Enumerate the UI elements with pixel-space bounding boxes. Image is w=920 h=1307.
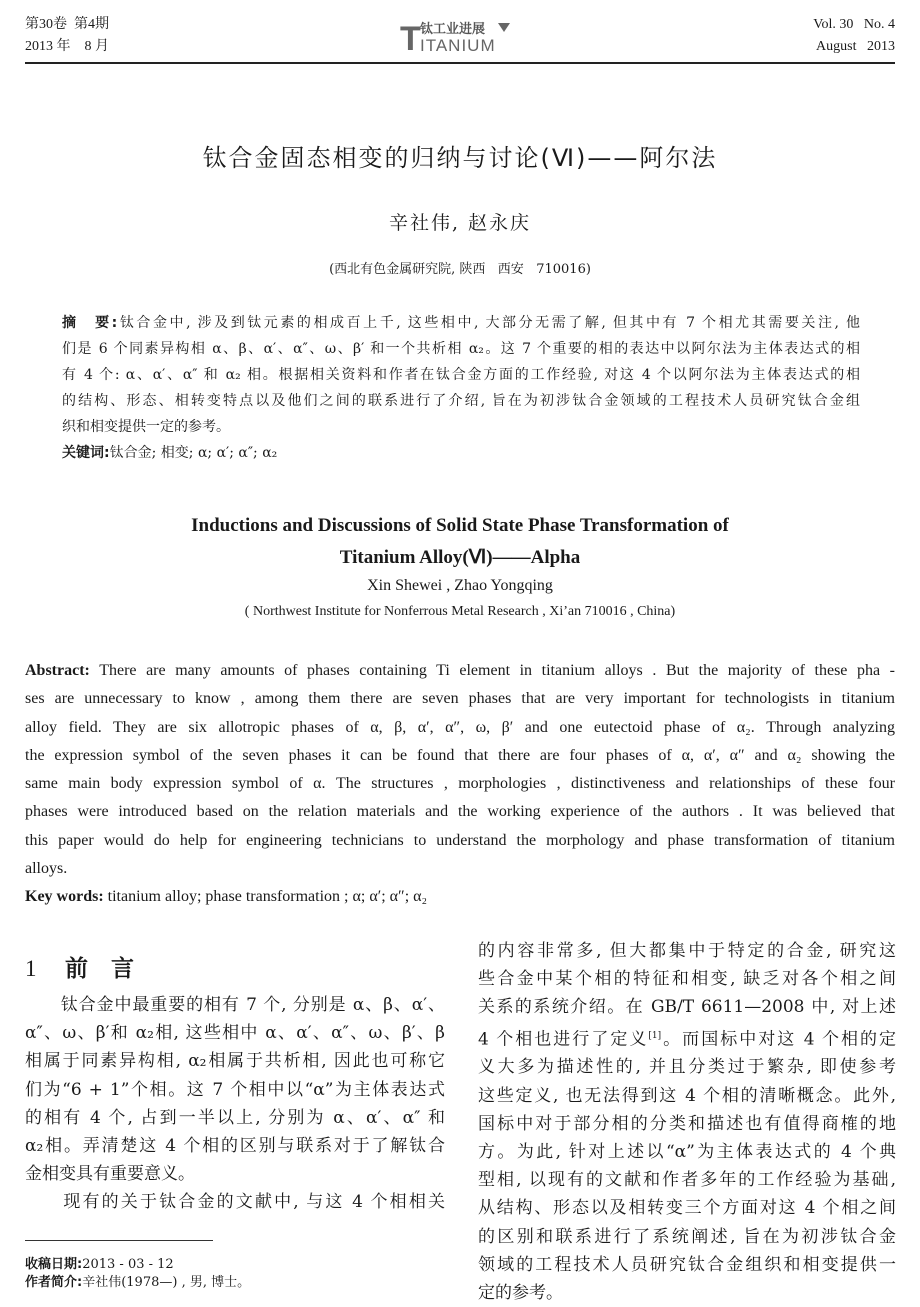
body-line: 方。为此, 针对上述以“α”为主体表达式的 4 个典 — [478, 1142, 896, 1163]
body-line: 钛合金中最重要的相有 7 个, 分别是 α、β、α′、 — [25, 995, 445, 1015]
author-bio-label: 作者简介: — [25, 1275, 83, 1290]
keywords-cn-label: 关键词: — [62, 445, 110, 461]
abstract-cn-line: 织和相变提供一定的参考。 — [62, 419, 230, 435]
abstract-en-label: Abstract: — [25, 662, 90, 679]
body-line: 义大多为描述性的, 并且分类过于繁杂, 即使参考 — [478, 1057, 896, 1078]
keywords-en-label: Key words: — [25, 888, 104, 906]
body-line: α″、ω、β′和 α₂相, 这些相中 α、α′、α″、ω、β′、β — [25, 1023, 445, 1044]
body-line: 定的参考。 — [478, 1283, 563, 1304]
abstract-en — [25, 657, 895, 912]
body-line: 的内容非常多, 但大都集中于特定的合金, 研究这 — [478, 941, 896, 961]
body-line: 金相变具有重要意义。 — [25, 1164, 195, 1185]
section-number: 1 — [25, 956, 37, 981]
abstract-cn — [62, 310, 860, 466]
title-cn: 钛合金固态相变的归纳与讨论(Ⅵ)——阿尔法 — [202, 144, 718, 172]
author-bio: 辛社伟(1978—) , 男, 博士。 — [82, 1275, 251, 1290]
footnote-received — [25, 1256, 174, 1274]
title-en-line1: Inductions and Discussions of Solid State Phase Transformation of — [191, 515, 729, 536]
body-line: 国标中对于部分相的分类和描述也有值得商榷的地 — [478, 1113, 896, 1134]
date-cn: 2013 年 8 月 — [25, 39, 109, 54]
abstract-en-line: alloys. — [25, 860, 68, 878]
journal-volume-cn — [25, 14, 109, 58]
svg-text:ITANIUM: ITANIUM — [420, 36, 496, 54]
journal-volume-en — [813, 14, 895, 58]
date-en: August 2013 — [816, 39, 895, 54]
volume-issue-cn: 第30卷 第4期 — [25, 17, 109, 32]
abstract-en-line: There are many amounts of phases containing Ti element in titanium alloys . But the majority of these pha - — [99, 662, 895, 679]
abstract-en-line: same main body expression symbol of α. The structures , morphologies , distinctiveness and relationships of these four — [25, 775, 895, 793]
body-line: 型相, 以现有的文献和作者多年的工作经验为基础, — [478, 1170, 896, 1191]
footnote-author — [25, 1274, 250, 1292]
received-label: 收稿日期: — [25, 1257, 83, 1272]
abstract-cn-line: 们是 6 个同素异构相 α、β、α′、α″、ω、β′ 和一个共析相 α₂。这 7 个重要的相的表达中以阿尔法为主体表达式的相 — [62, 341, 860, 357]
left-column — [25, 991, 445, 1217]
citation-link[interactable]: [1] — [648, 1030, 662, 1041]
affiliation-cn: (西北有色金属研究院, 陕西 西安 710016) — [329, 262, 591, 277]
authors-cn: 辛社伟, 赵永庆 — [388, 212, 532, 234]
body-line: 的相有 4 个, 占到一半以上, 分别为 α、α′、α″ 和 — [25, 1107, 445, 1128]
abstract-cn-line: 的结构、形态、相转变特点以及他们之间的联系进行了介绍, 旨在为初涉钛合金领域的工程技术人员研究钛合金组 — [62, 393, 860, 409]
body-line: 些合金中某个相的特征和相变, 缺乏对各个相之间 — [478, 969, 896, 990]
abstract-cn-label: 摘 要: — [62, 315, 118, 331]
affiliation-en: ( Northwest Institute for Nonferrous Metal Research , Xi’an 710016 , China) — [244, 604, 676, 619]
body-line: 相属于同素异构相, α₂相属于共析相, 因此也可称它 — [25, 1051, 445, 1072]
body-line: 这些定义, 也无法得到这 4 个相的清晰概念。此外, — [478, 1085, 896, 1106]
section-title: 前 言 — [65, 956, 134, 982]
body-line-tail: 。而国标中对这 4 个相的定 — [661, 1029, 896, 1050]
section-heading — [25, 950, 134, 983]
abstract-en-line: the expression symbol of the seven phases it can be found that there are four phases of α, α′, α″ and α₂ showing the — [25, 746, 895, 764]
abstract-cn-line: 钛合金中, 涉及到钛元素的相成百上千, 这些相中, 大部分无需了解, 但其中有 7 个相尤其需要关注, 他 — [117, 315, 860, 331]
abstract-en-line: ses are unnecessary to know , among them there are seven phases that are very important for technologists in titanium — [25, 690, 895, 708]
body-line: 们为“6 + 1”个相。这 7 个相中以“α”为主体表达式 — [25, 1079, 445, 1100]
keywords-en: titanium alloy; phase transformation ; α; α′; α″; α₂ — [107, 888, 428, 906]
body-line: α₂相。弄清楚这 4 个相的区别与联系对于了解钛合 — [25, 1136, 445, 1157]
svg-text:钛工业进展: 钛工业进展 — [420, 22, 486, 37]
volume-issue-en: Vol. 30 No. 4 — [813, 17, 895, 32]
abstract-en-line: this paper would do help for engineering technicians to understand the morphology and phase transformation of titanium — [25, 831, 895, 849]
abstract-en-line: phases were introduced based on the relation materials and the working experience of the authors . It was believed that — [25, 803, 895, 821]
header-rule — [25, 62, 895, 64]
authors-en: Xin Shewei , Zhao Yongqing — [367, 577, 553, 594]
footnote-rule — [25, 1240, 213, 1241]
body-line: 领域的工程技术人员研究钛合金组织和相变提供一 — [478, 1254, 896, 1275]
titanium-logo-icon — [400, 18, 525, 54]
received-date: 2013 - 03 - 12 — [82, 1257, 174, 1272]
abstract-en-line: alloy field. They are six allotropic phases of α, β, α′, α″, ω, β′ and one eutectoid phase of α₂. Through analyzing — [25, 718, 895, 736]
keywords-cn: 钛合金; 相变; α; α′; α″; α₂ — [109, 445, 278, 461]
journal-logo — [400, 18, 525, 54]
body-line: 关系的系统介绍。在 GB/T 6611—2008 中, 对上述 — [478, 997, 896, 1018]
abstract-cn-line: 有 4 个: α、α′、α″ 和 α₂ 相。根据相关资料和作者在钛合金方面的工作经验, 对这 4 个以阿尔法为主体表达式的相 — [62, 367, 860, 383]
body-line: 的区别和联系进行了系统阐述, 旨在为初涉钛合金 — [478, 1226, 896, 1247]
body-line: 4 个相也进行了定义 — [478, 1029, 649, 1050]
body-line: 从结构、形态以及相转变三个方面对这 4 个相之间 — [478, 1198, 896, 1219]
right-column — [478, 937, 896, 1307]
svg-text:T: T — [400, 20, 421, 54]
title-en-line2: Titanium Alloy(Ⅵ)——Alpha — [339, 547, 581, 568]
body-line: 现有的关于钛合金的文献中, 与这 4 个相相关 — [25, 1192, 445, 1213]
